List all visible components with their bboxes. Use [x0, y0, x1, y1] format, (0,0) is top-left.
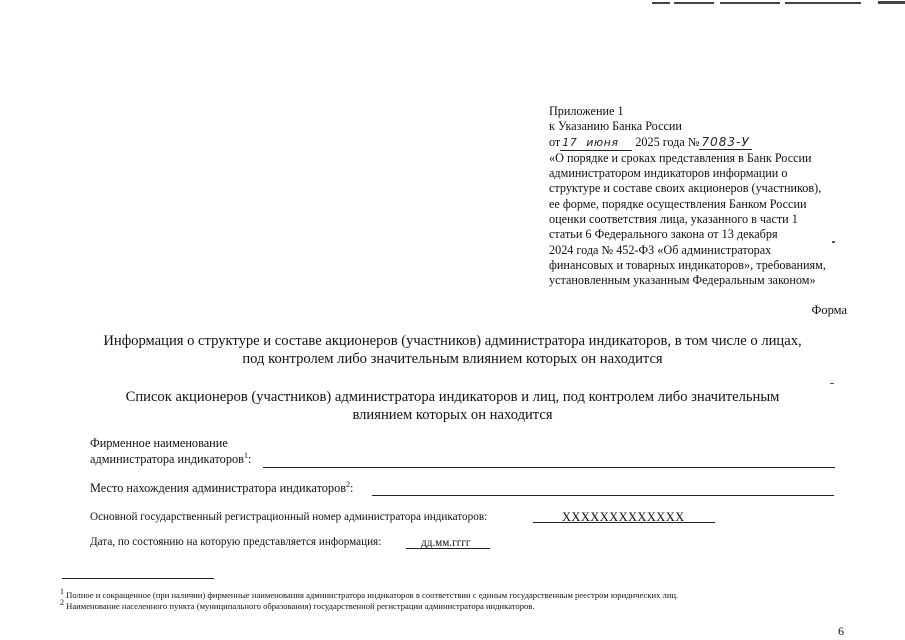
title-line-1: Информация о структуре и составе акционеров (участников) администратора индикаторов, в том числе о лицах, [103, 333, 802, 349]
date-month: июня [586, 135, 619, 149]
scan-mark [652, 2, 670, 4]
appendix-desc-7: 2024 года № 452-ФЗ «Об администраторах [549, 242, 772, 257]
date-line [406, 548, 490, 549]
appendix-desc-9: установленным указанным Федеральным законом» [549, 273, 816, 288]
ogrn-line [533, 522, 715, 523]
document-subtitle [80, 388, 825, 424]
company-name-label-2: администратора индикаторов$^1$: [90, 450, 252, 466]
appendix-line-2: к Указанию Банка России [549, 119, 682, 134]
ogrn-value: XXXXXXXXXXXXX [562, 510, 685, 524]
subtitle-line-1: Список акционеров (участников) администратора индикаторов и лиц, под контролем либо значительным [125, 389, 780, 405]
appendix-block [549, 104, 849, 289]
appendix-desc-8: финансовых и товарных индикаторов», требованиям, [549, 257, 826, 272]
ogrn-label: Основной государственный регистрационный номер администратора индикаторов: [90, 511, 488, 523]
footnote-2 [60, 598, 535, 611]
footnote-separator [62, 578, 214, 579]
company-name-line [263, 467, 835, 468]
footnote-1-text: Полное и сокращенное (при наличии) фирменные наименования администратора индикаторов в соответствии с единым государственным реестром юридических лиц. [66, 590, 679, 600]
date-day: 17 [562, 135, 578, 149]
date-prefix: от [549, 134, 561, 149]
date-year-text: 2025 года № [635, 134, 700, 149]
footnote-ref-2: 2 [346, 479, 351, 489]
company-name-label-1: Фирменное наименование [90, 436, 228, 450]
appendix-desc-5: оценки соответствия лица, указанного в части 1 [549, 212, 798, 227]
appendix-date-line [549, 135, 849, 151]
footnote-1 [60, 587, 679, 600]
scan-speck [830, 383, 834, 384]
title-line-2: под контролем либо значительным влиянием которых он находится [242, 351, 663, 367]
date-label: Дата, по состоянию на которую представляется информация: [90, 536, 382, 548]
scan-mark [878, 1, 905, 4]
subtitle-line-2: влиянием которых он находится [352, 407, 553, 423]
date-value: дд.мм.гггг [421, 537, 471, 549]
scan-mark [785, 2, 861, 4]
location-label-row: Место нахождения администратора индикаторов$^2$: [90, 479, 354, 495]
appendix-desc-3: структуре и составе своих акционеров (участников), [549, 181, 822, 196]
appendix-desc-1: «О порядке и сроках представления в Банк России [549, 150, 812, 165]
appendix-desc-2: администратором индикаторов информации о [549, 166, 788, 181]
appendix-desc-4: ее форме, порядке осуществления Банком России [549, 196, 807, 211]
form-label: Форма [811, 303, 847, 317]
footnote-1-mark: 1 [60, 587, 64, 597]
date-handwritten-field [560, 135, 632, 151]
scan-mark [674, 2, 714, 4]
company-name-label-text: администратора индикаторов [90, 452, 244, 466]
footnote-2-mark: 2 [60, 598, 64, 608]
appendix-desc-6: статьи 6 Федерального закона от 13 декабря [549, 227, 778, 242]
scan-mark [720, 2, 780, 4]
page-number: 6 [838, 624, 844, 638]
footnote-2-text: Наименование населенного пункта (муниципального образования) государственной регистрации администратора индикаторов. [66, 601, 535, 611]
footnote-ref-1: 1 [243, 450, 248, 460]
location-label: Место нахождения администратора индикаторов [90, 481, 347, 495]
scan-speck [832, 241, 835, 243]
location-line [372, 495, 834, 496]
document-title [60, 332, 845, 368]
order-number: 7083-У [701, 134, 750, 149]
appendix-line-1: Приложение 1 [549, 104, 624, 118]
